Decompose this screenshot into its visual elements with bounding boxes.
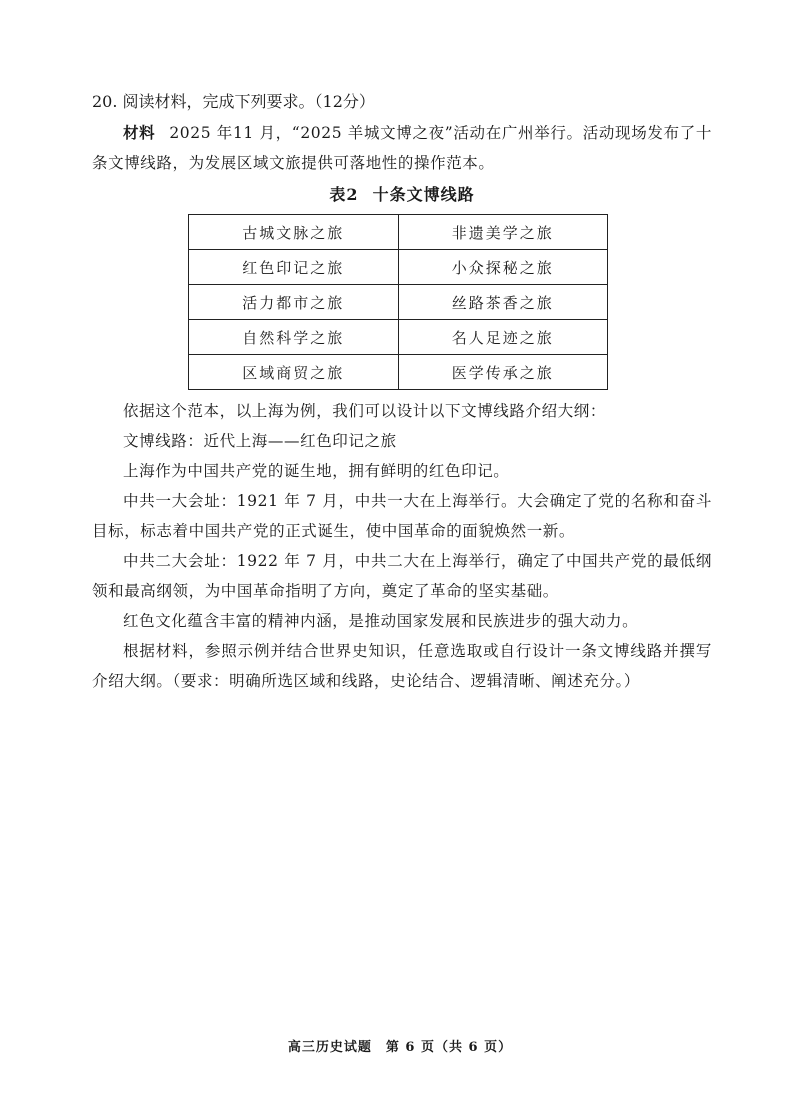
material-paragraph <box>92 118 712 178</box>
table-cell: 小众探秘之旅 <box>398 250 608 285</box>
table-caption <box>92 180 712 210</box>
table-cell: 名人足迹之旅 <box>398 320 608 355</box>
table-row <box>189 355 608 390</box>
table-cell: 古城文脉之旅 <box>189 215 399 250</box>
table-cell: 区域商贸之旅 <box>189 355 399 390</box>
example-paragraph-1: 上海作为中国共产党的诞生地，拥有鲜明的红色印记。 <box>123 462 510 480</box>
table-caption-text: 十条文博线路 <box>372 185 475 204</box>
example-outline <box>92 396 712 636</box>
table-cell: 医学传承之旅 <box>398 355 608 390</box>
example-paragraph-4: 红色文化蕴含丰富的精神内涵，是推动国家发展和民族进步的强大动力。 <box>123 612 639 630</box>
table-cell: 非遗美学之旅 <box>398 215 608 250</box>
table-cell: 丝路茶香之旅 <box>398 285 608 320</box>
question-title: 20. 阅读材料，完成下列要求。（12分） <box>92 92 375 111</box>
example-route: 文博线路：近代上海——红色印记之旅 <box>123 432 397 450</box>
table-row <box>189 250 608 285</box>
table-row <box>189 320 608 355</box>
task-paragraph: 根据材料，参照示例并结合世界史知识，任意选取或自行设计一条文博线路并撰写介绍大纲。（要求：明确所选区域和线路，史论结合、逻辑清晰、阐述充分。） <box>92 642 712 690</box>
question-content <box>92 88 712 696</box>
table-row <box>189 285 608 320</box>
material-text: 2025 年11 月，“2025 羊城文博之夜”活动在广州举行。活动现场发布了十条文博线路，为发展区域文旅提供可落地性的操作范本。 <box>92 124 713 172</box>
table-cell: 活力都市之旅 <box>189 285 399 320</box>
table-cell: 自然科学之旅 <box>189 320 399 355</box>
example-intro: 依据这个范本，以上海为例，我们可以设计以下文博线路介绍大纲： <box>123 402 607 420</box>
routes-table <box>188 214 608 390</box>
example-paragraph-3: 中共二大会址：1922 年 7 月，中共二大在上海举行，确定了中国共产党的最低纲领和最高纲领，为中国革命指明了方向，奠定了革命的坚实基础。 <box>92 552 712 600</box>
table-caption-number: 表2 <box>329 185 359 204</box>
example-paragraph-2: 中共一大会址：1921 年 7 月，中共一大在上海举行。大会确定了党的名称和奋斗目标，标志着中国共产党的正式诞生，使中国革命的面貌焕然一新。 <box>92 492 712 540</box>
material-label: 材料 <box>123 123 156 142</box>
table-row <box>189 215 608 250</box>
table-cell: 红色印记之旅 <box>189 250 399 285</box>
page-footer: 高三历史试题 第 6 页（共 6 页） <box>287 1040 513 1055</box>
